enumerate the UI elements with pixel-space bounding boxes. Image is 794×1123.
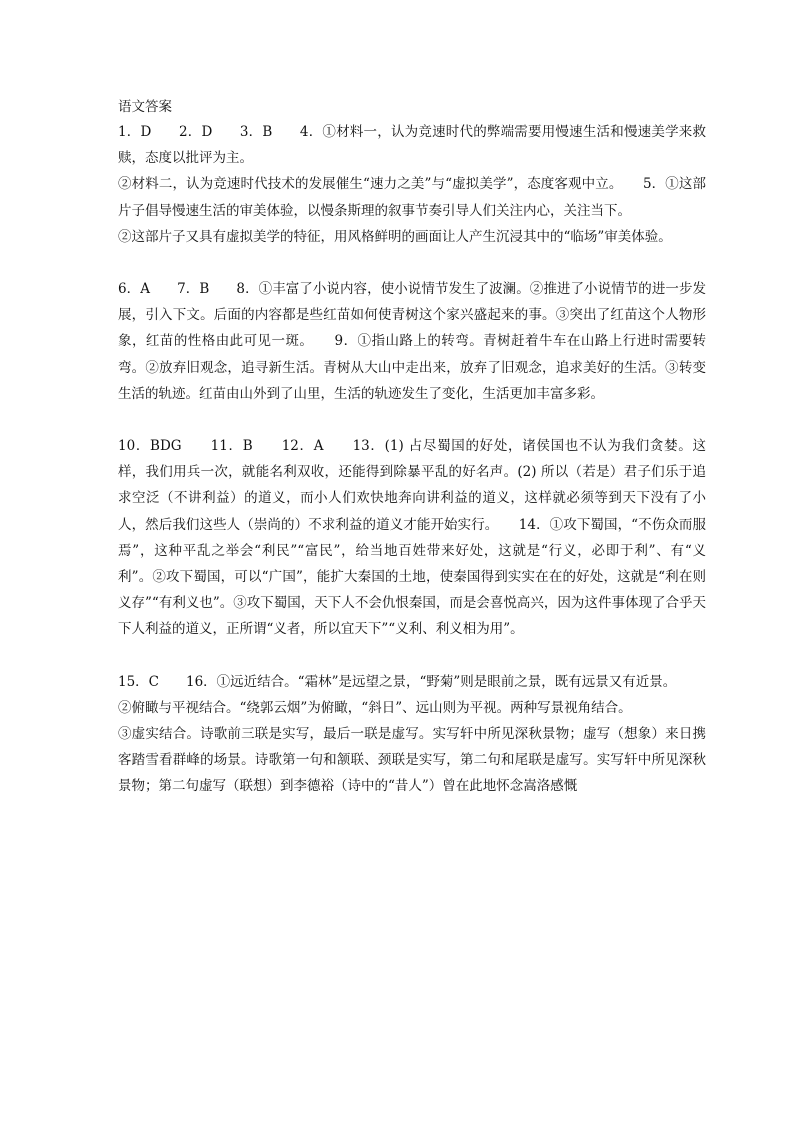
section-gap [118,407,706,433]
answer-paragraph: 1．D 2．D 3．B 4．①材料一，认为竞速时代的弊端需要用慢速生活和慢速美学来救赎，态度以批评为主。 [118,124,706,167]
document-title: 语文答案 [118,99,172,115]
answer-paragraph: ②俯瞰与平视结合。“绕郭云烟”为俯瞰，“斜日”、远山则为平视。两种写景视角结合。 [118,699,632,716]
section-3 [118,433,706,643]
answer-paragraph: ③虚实结合。诗歌前三联是实写，最后一联是虚写。实写轩中所见深秋景物；虚写（想象）来日携客踏雪看群峰的场景。诗歌第一句和颔联、颈联是实写，第二句和尾联是虚写。实写轩中所见深秋景物；第二句虚写（联想）到李德裕（诗中的“昔人”）曾在此地怀念嵩洛感慨 [118,726,706,795]
section-1 [118,119,706,250]
section-gap [118,250,706,276]
answer-paragraph: 10．BDG 11．B 12．A 13．(1) 占尽蜀国的好处，诸侯国也不认为我们贪婪。这样，我们用兵一次，就能名利双收，还能得到除暴平乱的好名声。(2) 所以（若是）君子们乐于追求空泛（不讲利益）的道义，而小人们欢快地奔向讲利益的道义，这样就必须等到天下没有了小人，然后我们这些人（崇尚的）不求利益的道义才能开始实行。 14．①攻下蜀国，“不伤众而服焉”，这种平乱之举会“利民”“富民”，给当地百姓带来好处，这就是“行义，必即于利”、有“义利”。②攻下蜀国，可以“广国”，能扩大秦国的土地，使秦国得到实实在在的好处，这就是“利在则义存”“有利义也”。③攻下蜀国，天下人不会仇恨秦国，而是会喜悦高兴，因为这件事体现了合乎天下人利益的道义，正所谓“义者，所以宜天下”“义利、利义相为用”。 [118,438,706,638]
section-2 [118,276,706,407]
answer-paragraph: ②这部片子又具有虚拟美学的特征，用风格鲜明的画面让人产生沉浸其中的“临场”审美体验。 [118,228,672,245]
answer-document [118,97,706,800]
answer-paragraph: ②材料二，认为竞速时代技术的发展催生“速力之美”与“虚拟美学”，态度客观中立。 5．①这部片子倡导慢速生活的审美体验，以慢条斯理的叙事节奏引导人们关注内心，关注当下。 [118,176,706,219]
answer-paragraph: 15．C 16．①远近结合。“霜林”是远望之景，“野菊”则是眼前之景，既有远景又有近景。 [118,673,677,690]
section-gap [118,643,706,669]
section-4 [118,669,706,800]
answer-paragraph: 6．A 7．B 8．①丰富了小说内容，使小说情节发生了波澜。②推进了小说情节的进一步发展，引入下文。后面的内容都是些红苗如何使青树这个家兴盛起来的事。③突出了红苗这个人物形象，红苗的性格由此可见一斑。 9．①指山路上的转弯。青树赶着牛车在山路上行进时需要转弯。②放弃旧观念，追寻新生活。青树从大山中走出来，放弃了旧观念，追求美好的生活。③转变生活的轨迹。红苗由山外到了山里，生活的轨迹发生了变化，生活更加丰富多彩。 [118,281,706,402]
